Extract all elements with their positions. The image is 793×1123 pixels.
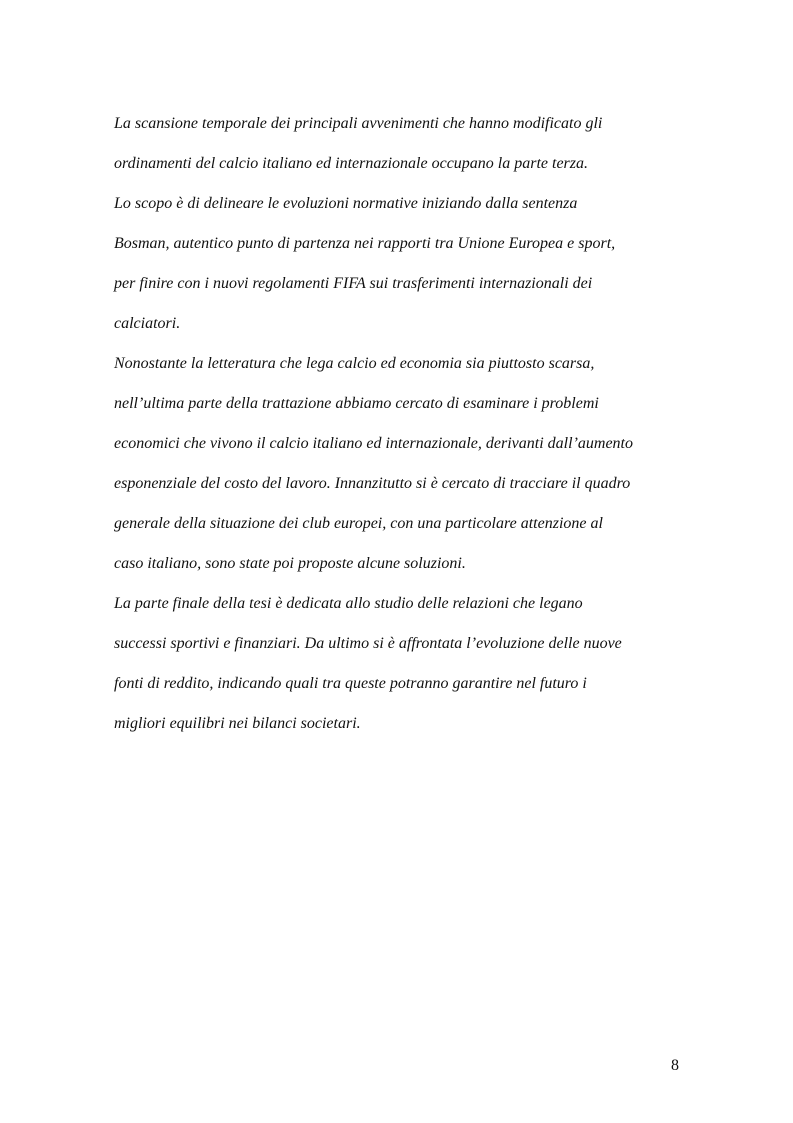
text-line: La scansione temporale dei principali avvenimenti che hanno modificato gli: [114, 115, 603, 132]
text-line: economici che vivono il calcio italiano ed internazionale, derivanti dall’aumento: [114, 435, 633, 452]
text-line: Bosman, autentico punto di partenza nei rapporti tra Unione Europea e sport,: [114, 235, 616, 252]
text-line: esponenziale del costo del lavoro. Innanzitutto si è cercato di tracciare il quadro: [114, 475, 631, 492]
text-line: La parte finale della tesi è dedicata allo studio delle relazioni che legano: [114, 595, 583, 612]
text-line: calciatori.: [114, 315, 181, 332]
text-line: ordinamenti del calcio italiano ed internazionale occupano la parte terza.: [114, 155, 589, 172]
text-line: per finire con i nuovi regolamenti FIFA sui trasferimenti internazionali dei: [114, 275, 593, 292]
text-line: fonti di reddito, indicando quali tra queste potranno garantire nel futuro i: [114, 675, 587, 692]
page-number: 8: [671, 1057, 679, 1074]
text-line: Nonostante la letteratura che lega calcio ed economia sia piuttosto scarsa,: [114, 355, 595, 372]
text-line: nell’ultima parte della trattazione abbiamo cercato di esaminare i problemi: [114, 395, 599, 412]
body-text: [114, 110, 714, 750]
text-line: generale della situazione dei club europei, con una particolare attenzione al: [114, 515, 603, 532]
text-line: caso italiano, sono state poi proposte alcune soluzioni.: [114, 555, 466, 572]
text-line: Lo scopo è di delineare le evoluzioni normative iniziando dalla sentenza: [114, 195, 578, 212]
text-line: successi sportivi e finanziari. Da ultimo si è affrontata l’evoluzione delle nuove: [114, 635, 622, 652]
text-line: migliori equilibri nei bilanci societari.: [114, 715, 361, 732]
